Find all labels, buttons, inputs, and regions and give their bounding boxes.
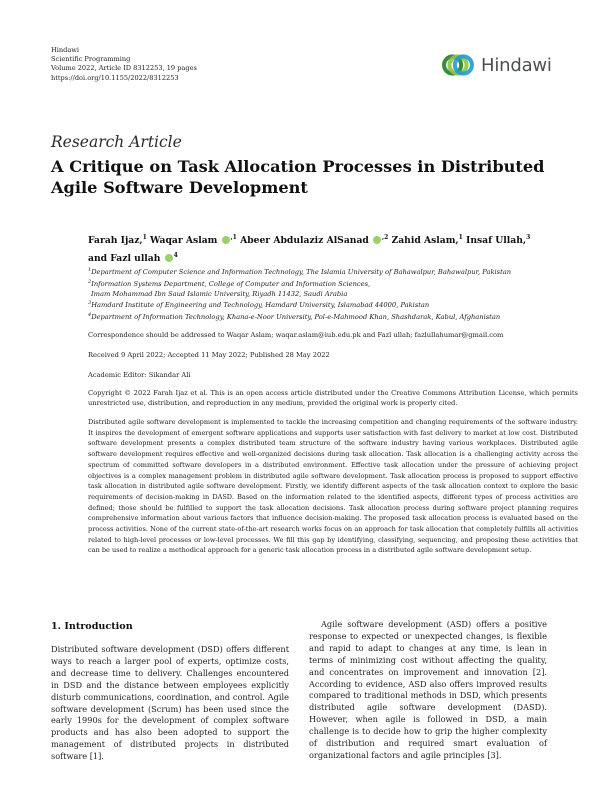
affiliation: $^3$Hamdard Institute of Engineering and Technology, Hamdard University, Islamabad 44000, Pakistan: [88, 300, 430, 310]
affiliation: $^4$Department of Information Technology, Khana-e-Noor University, Pol-e-Mahmood Khan, Shashdarak, Kabul, Afghanistan: [88, 312, 501, 322]
author: Waqar Aslam $^{,1}$: [150, 234, 237, 247]
article-title: A Critique on Task Allocation Processes in Distributed Agile Software Development: [51, 157, 545, 197]
author: Zahid Aslam,$^1$: [391, 234, 463, 247]
body-column-left: Distributed software development (DSD) offers different ways to reach a larger pool of experts, optimize costs, and decrease time to delivery. Challenges encountered in DSD and the distance between employees explicitly disturb communications, coordination, and control. Agile software development (Scrum) has been used since the early 1990s for the development of complex software products and has also been adopted to support the management of distributed projects in distributed software [1].: [51, 644, 289, 762]
author: and Fazl ullah $^4$: [88, 252, 178, 265]
affiliation: $^1$Department of Computer Science and Information Technology, The Islamia University of Bahawalpur, Bahawalpur, Pakistan: [88, 267, 512, 277]
hindawi-logo-text: Hindawi: [481, 54, 552, 76]
hindawi-logo-icon: [440, 47, 476, 83]
affiliation: Imam Mohammad Ibn Saud Islamic University, Riyadh 11432, Saudi Arabia: [91, 289, 348, 298]
affiliation: $^2$Information Systems Department, College of Computer and Information Sciences,: [88, 278, 371, 289]
affiliation-list: [88, 266, 568, 323]
orcid-icon[interactable]: [373, 236, 381, 244]
journal-name: Scientific Programming: [51, 55, 131, 64]
academic-editor: Academic Editor: Sikandar Ali: [88, 371, 191, 379]
publication-dates: Received 9 April 2022; Accepted 11 May 2022; Published 28 May 2022: [88, 351, 330, 359]
author: Insaf Ullah,$^3$: [466, 234, 531, 247]
body-column-right: Agile software development (ASD) offers a positive response to expected or unexpected changes, is flexible and rapid to adapt to changes at any time, is lean in terms of minimizing cost without affecting the quality, and concentrates on improvement and innovation [2]. According to evidence, ASD also offers improved results compared to traditional methods in DSD, which presents distributed agile software development (DASD). However, when agile is followed in DSD, a main challenge is to decide how to grip the higher complexity of distribution and required smart evaluation of organizational factors and agile principles [3].: [309, 619, 547, 760]
correspondence: Correspondence should be addressed to Waqar Aslam; waqar.aslam@iub.edu.pk and Fazl ullah; fazlullahumar@gmail.com: [88, 331, 504, 339]
author-list: [88, 230, 558, 266]
author: Abeer Abdulaziz AlSanad $^{,2}$: [240, 234, 389, 247]
copyright-notice: Copyright © 2022 Farah Ijaz et al. This is an open access article distributed under the Creative Commons Attribution License, which permits unrestricted use, distribution, and reproduction in any medium, provided the original work is properly cited.: [88, 389, 578, 407]
doi-link[interactable]: https://doi.org/10.1155/2022/8312253: [51, 73, 179, 82]
volume-line: Volume 2022, Article ID 8312253, 19 pages: [51, 64, 197, 73]
section-heading: 1. Introduction: [51, 621, 133, 632]
abstract: Distributed agile software development is implemented to tackle the increasing competition and changing requirements of the software industry. It inspires the development of emergent software applications and supports user satisfaction with fast delivery to market at low cost. Distributed software development presents a complex distributed team structure of the software industry having various workplaces. Distributed agile software development requires effective and well-organized decisions during task allocation. Task allocation is a challenging activity across the spectrum of committed software developers in a distributed environment. Effective task allocation under the pressure of achieving project objectives is a complex management problem in distributed agile software development. Task allocation process is proposed to support effective task allocation in distributed agile software development. Firstly, we identify different aspects of the task allocation context to explore the basic requirements of decision-making in DASD. Based on the information related to the identified aspects, different types of process activities are defined; those should be fulfilled to support the task allocation decisions. Task allocation process during software project planning requires comprehensive information about various factors that influence decision-making. The proposed task allocation process is evaluated based on the process activities. None of the current state-of-the-art research works focus on an approach for task allocation that completely fulfills all activities related to high-level processes or low-level processes. We fill this gap by identifying, classifying, sequencing, and proposing these activities that can be used to realize a methodical approach for a generic task allocation process in a distributed agile software development setup.: [88, 418, 578, 555]
orcid-icon[interactable]: [222, 236, 230, 244]
publisher-name: Hindawi: [51, 46, 80, 54]
publication-meta: [51, 46, 197, 83]
article-type: Research Article: [51, 133, 182, 151]
orcid-icon[interactable]: [165, 254, 173, 262]
hindawi-logo[interactable]: [440, 45, 570, 85]
author: Farah Ijaz,$^1$: [88, 234, 147, 247]
